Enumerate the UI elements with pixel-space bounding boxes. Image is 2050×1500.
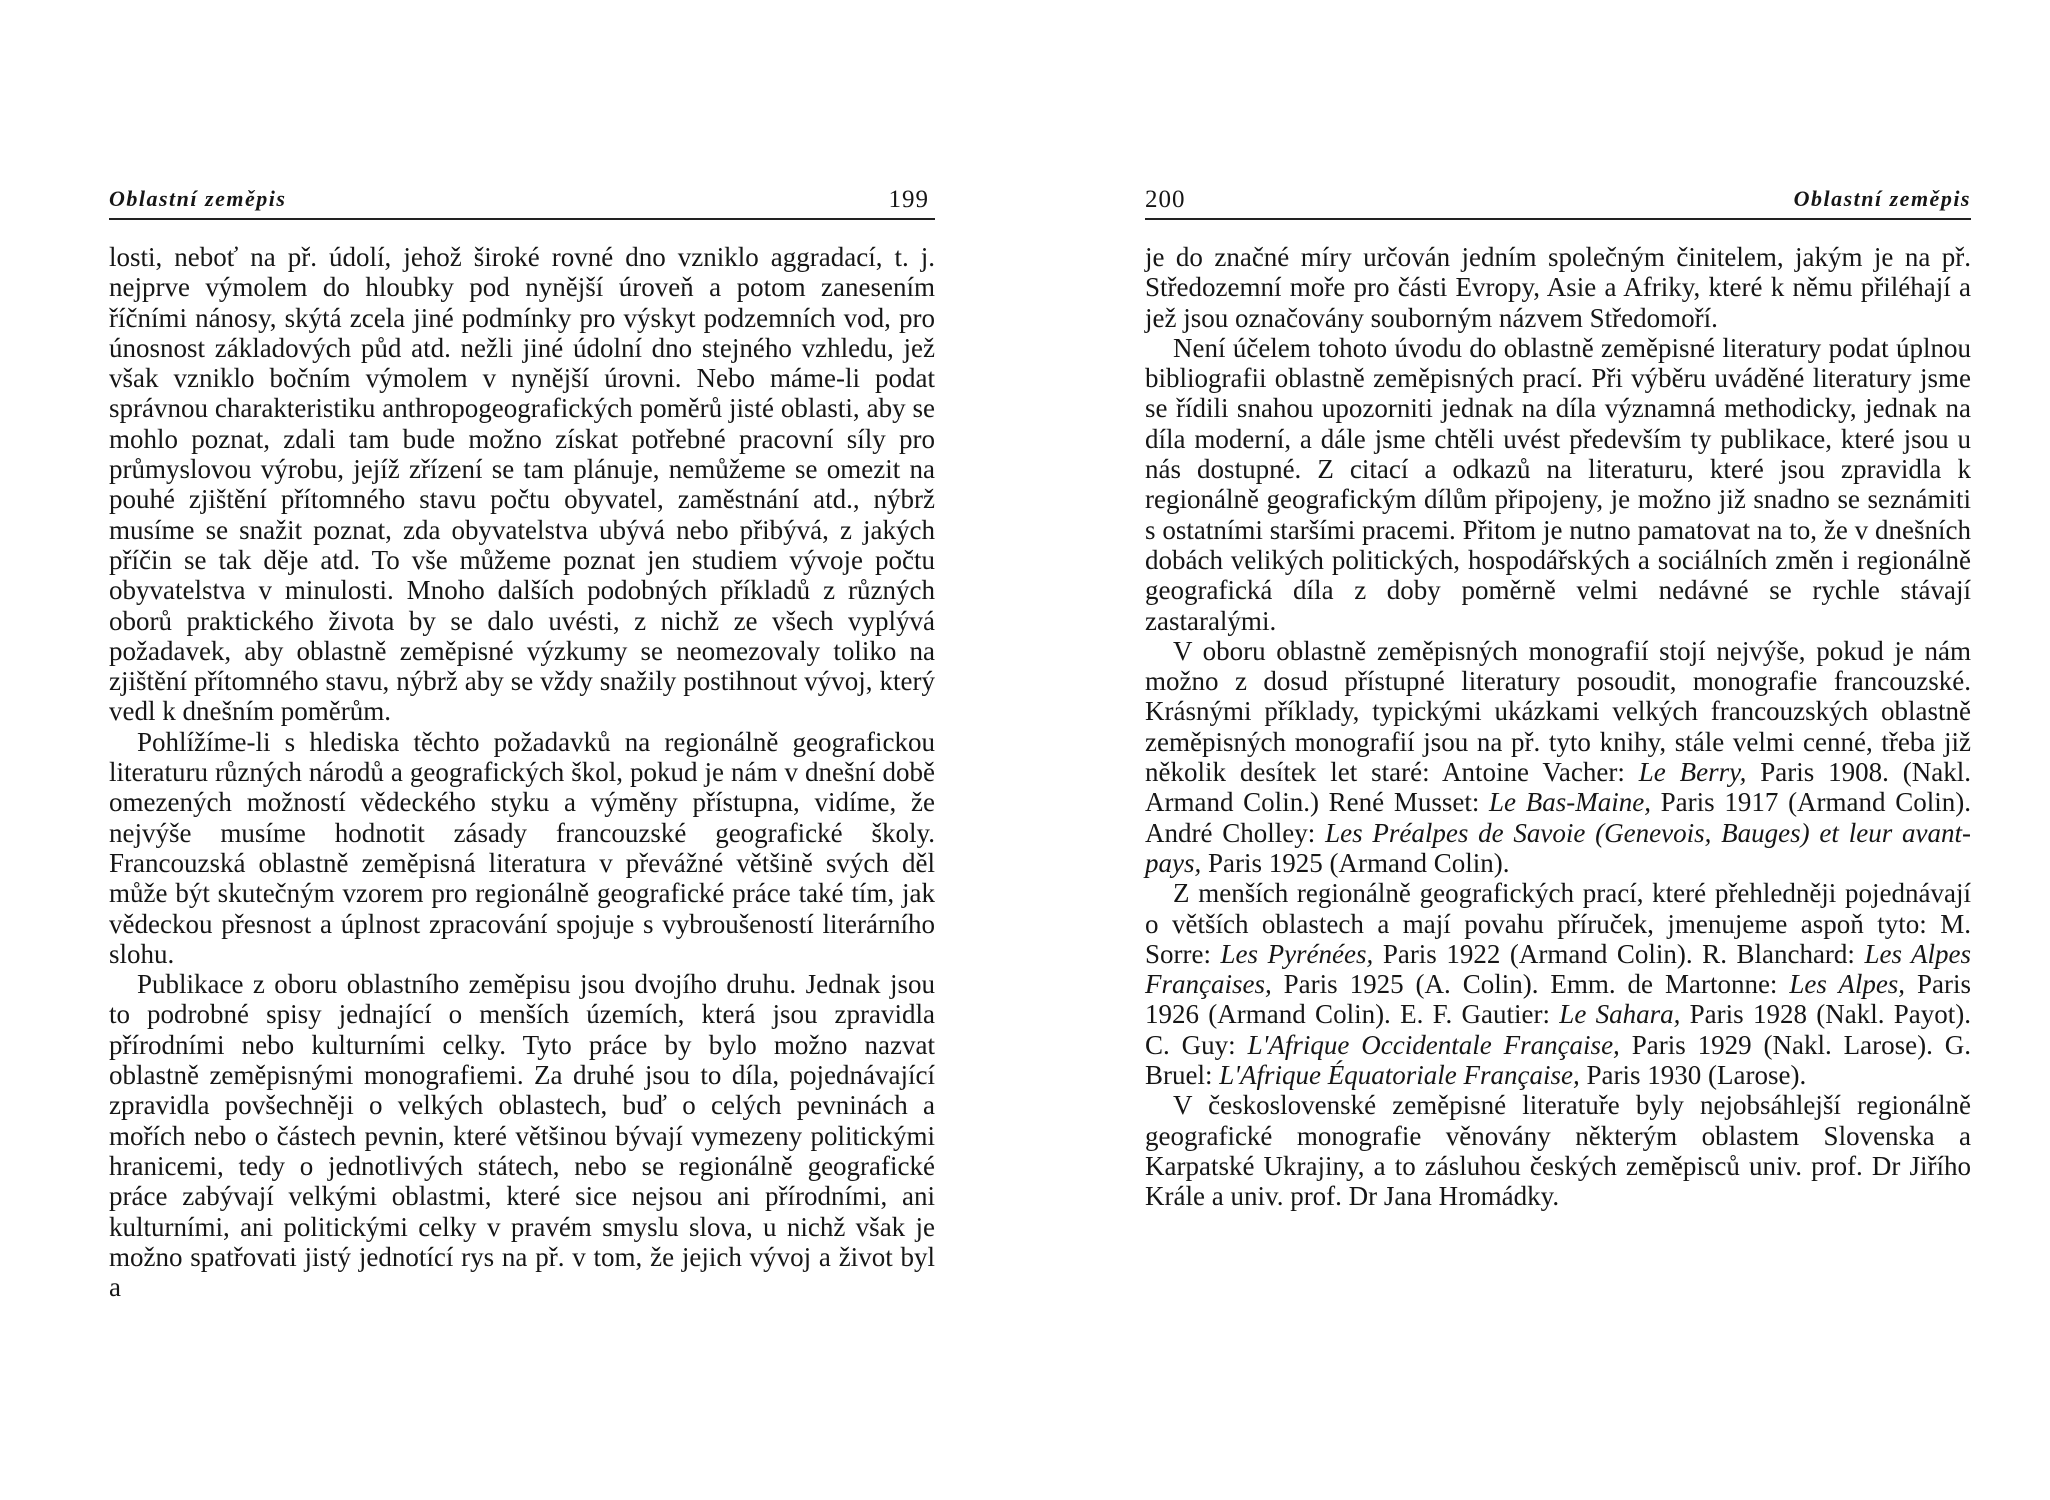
text-run: Paris 1925 (A. Colin). Emm. de Martonne: xyxy=(1271,969,1790,1000)
right-running-head xyxy=(1145,180,1971,220)
book-title: L'Afrique Occidentale Française, xyxy=(1247,1029,1620,1060)
right-page-number: 200 xyxy=(1145,186,1186,213)
right-page xyxy=(1145,180,1971,1212)
left-paragraph-2: Pohlížíme-li s hlediska těchto požadavků na regionálně geografickou literaturu různých národů a geografických škol, pokud je nám v dnešní době omezených možností vědeckého styku a výměny přístupna, vidíme, že nejvýše musíme hodnotit zásady francouzské geografické školy. Francouzská oblastně zeměpisná literatura v převážné většině svých děl může být skutečným vzorem pro regionálně geografické práce také tím, jak vědeckou přesnost a úplnost zpracování spojuje s vybroušeností literárního slohu. xyxy=(109,726,935,969)
text-run: Paris 1917 (Armand Colin). André Cholley: xyxy=(1145,787,1971,848)
left-body-text xyxy=(109,242,935,1302)
book-title: Le Bas-Maine, xyxy=(1489,787,1651,818)
left-running-title: Oblastní zeměpis xyxy=(109,186,287,211)
text-run: Paris 1930 (Larose). xyxy=(1579,1060,1807,1091)
right-paragraph-1: je do značné míry určován jedním společným činitelem, jakým je na př. Středozemní moře pro části Evropy, Asie a Afriky, které k němu přiléhají a jež jsou označovány souborným názvem Středomoří. xyxy=(1145,242,1971,333)
text-run: Paris 1926 (Armand Colin). E. F. Gautier: xyxy=(1145,969,1971,1030)
left-page-number: 199 xyxy=(888,186,929,213)
text-run: Z menších regionálně geografických prací, které přehledněji pojednávají o větších oblastech a mají povahu příruček, jmenujeme aspoň tyto: M. Sorre: xyxy=(1145,878,1971,969)
right-running-title: Oblastní zeměpis xyxy=(1793,186,1971,211)
text-run: Paris 1928 (Nakl. Payot). C. Guy: xyxy=(1145,999,1972,1060)
right-paragraph-2: Není účelem tohoto úvodu do oblastně zeměpisné literatury podat úplnou bibliografii oblastně zeměpisných prací. Při výběru uváděné literatury jsme se řídili snahou upozorniti jednak na díla významná methodicky, jednak na díla moderní, a dále jsme chtěli uvést především ty publikace, které jsou u nás dostupné. Z citací a odkazů na literaturu, které jsou zpravidla k regionálně geografickým dílům připojeny, je možno již snadno se seznámiti s ostatními staršími pracemi. Přitom je nutno pamatovat na to, že v dnešních dobách velikých politických, hospodářských a sociálních změn i regionálně geografická díla z doby poměrně velmi nedávné se rychle stávají zastaralými. xyxy=(1145,332,1971,636)
left-paragraph-3: Publikace z oboru oblastního zeměpisu jsou dvojího druhu. Jednak jsou to podrobné spisy jednající o menších územích, která jsou zpravidla přírodními nebo kulturními celky. Tyto práce by bylo možno nazvat oblastně zeměpisnými monografiemi. Za druhé jsou to díla, pojednávající zpravidla povšechněji o velkých oblastech, buď o celých pevninách a mořích nebo o částech pevnin, které většinou bývají vymezeny politickými hranicemi, tedy o jednotlivých státech, nebo se regionálně geografické práce zabývají velkými oblastmi, které sice nejsou ani přírodními, ani kulturními, ani politickými celky v pravém smyslu slova, u nichž však je možno spatřovati jistý jednotící rys na př. v tom, že jejich vývoj a život byl a xyxy=(109,969,935,1303)
book-title: L'Afrique Équatoriale Française, xyxy=(1219,1060,1580,1091)
book-title: Les Alpes Françaises, xyxy=(1145,938,1972,1000)
book-title: Les Alpes, xyxy=(1789,969,1906,1000)
right-paragraph-3 xyxy=(1145,636,1971,878)
left-paragraph-1: losti, neboť na př. údolí, jehož široké rovné dno vzniklo aggradací, t. j. nejprve výmolem do hloubky pod nynější úroveň a potom zanesením říčními nánosy, skýtá zcela jiné podmínky pro výskyt podzemních vod, pro únosnost základových půd atd. nežli jiné údolní dno stejného vzhledu, jež však vzniklo bočním výmolem v nynější úrovni. Nebo máme-li podat správnou charakteristiku anthropogeografických poměrů jisté oblasti, aby se mohlo poznat, zdali tam bude možno získat potřebné pracovní síly pro průmyslovou výrobu, jejíž zřízení se tam plánuje, nemůžeme se omezit na pouhé zjištění přítomného stavu počtu obyvatel, zaměstnání atd., nýbrž musíme se snažit poznat, zda obyvatelstva ubývá nebo přibývá, z jakých příčin se tak děje atd. To vše můžeme poznat jen studiem vývoje počtu obyvatelstva v minulosti. Mnoho dalších podobných příkladů z různých oborů praktického života by se dalo uvésti, z nichž ze všech vyplývá požadavek, aby oblastně zeměpisné výzkumy se neomezovaly toliko na zjištění přítomného stavu, nýbrž aby se vždy snažily postihnout vývoj, který vedl k dnešním poměrům. xyxy=(109,242,935,727)
right-body-text xyxy=(1145,242,1971,1212)
text-run: Paris 1925 (Armand Colin). xyxy=(1201,847,1510,878)
right-paragraph-4 xyxy=(1145,878,1971,1090)
text-run: Paris 1929 (Nakl. Larose). G. Bruel: xyxy=(1145,1029,1971,1091)
left-running-head xyxy=(109,180,935,220)
left-page xyxy=(109,180,935,1302)
book-title: Le Berry, xyxy=(1638,757,1747,788)
text-run: Paris 1922 (Armand Colin). R. Blanchard: xyxy=(1373,938,1865,969)
right-paragraph-5: V československé zeměpisné literatuře byly nejobsáhlejší regionálně geografické monografie věnovány některým oblastem Slovenska a Karpatské Ukrajiny, a to zásluhou českých zeměpisců univ. prof. Dr Jiřího Krále a univ. prof. Dr Jana Hromádky. xyxy=(1145,1090,1971,1212)
book-title: Le Sahara, xyxy=(1559,999,1681,1030)
text-run: Paris 1908. (Nakl. Armand Colin.) René Musset: xyxy=(1145,757,1971,818)
text-run: V oboru oblastně zeměpisných monografií stojí nejvýše, pokud je nám možno z dosud přístupné literatury posoudit, monografie francouzské. Krásnými příklady, typickými ukázkami velkých francouzských oblastně zeměpisných monografií jsou na př. tyto knihy, stále velmi cenné, třeba již několik desítek let staré: Antoine Vacher: xyxy=(1145,635,1971,788)
book-title: Les Préalpes de Savoie (Genevois, Bauges) et leur avant-pays, xyxy=(1145,817,1971,878)
book-title: Les Pyrénées, xyxy=(1220,938,1374,969)
